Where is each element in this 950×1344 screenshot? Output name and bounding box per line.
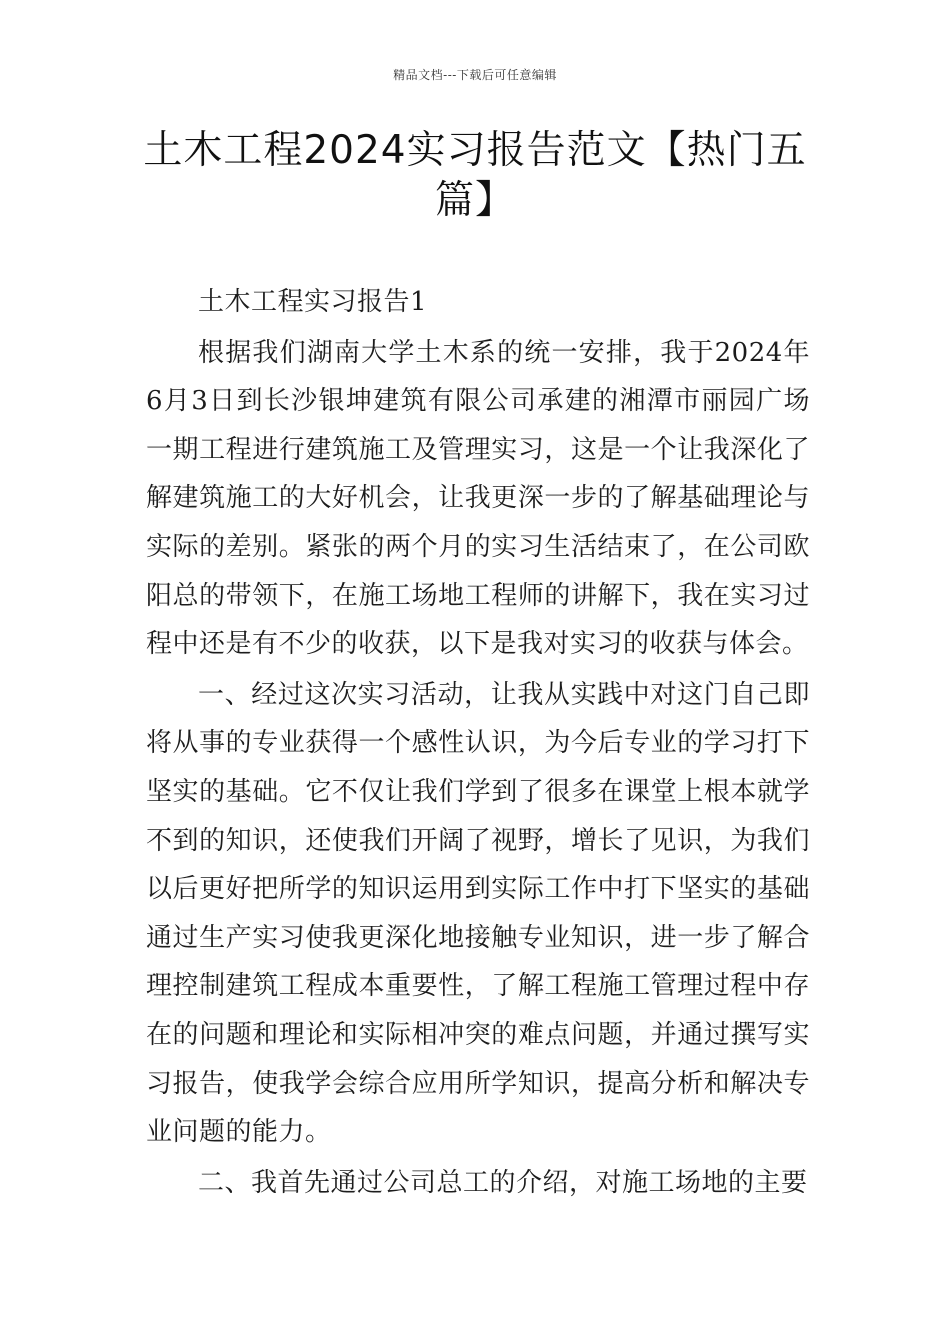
paragraph: 根据我们湖南大学土木系的统一安排，我于2024年6月3日到长沙银坤建筑有限公司承建的湘潭市丽园广场一期工程进行建筑施工及管理实习，这是一个让我深化了解建筑施工的大好机会，让我更深一步的了解基础理论与实际的差别。紧张的两个月的实习生活结束了，在公司欧阳总的带领下，在施工场地工程师的讲解下，我在实习过程中还是有不少的收获，以下是我对实习的收获与体会。 xyxy=(146,337,810,660)
paragraph: 二、我首先通过公司总工的介绍，对施工场地的主要 xyxy=(198,1167,808,1198)
header-note: 精品文档---下载后可任意编辑 xyxy=(393,68,557,82)
paragraph: 一、经过这次实习活动，让我从实践中对这门自己即将从事的专业获得一个感性认识，为今后专业的学习打下坚实的基础。它不仅让我们学到了很多在课堂上根本就学不到的知识，还使我们开阔了视野，增长了见识，为我们以后更好把所学的知识运用到实际工作中打下坚实的基础通过生产实习使我更深化地接触专业知识，进一步了解合理控制建筑工程成本重要性，了解工程施工管理过程中存在的问题和理论和实际相冲突的难点问题，并通过撰写实习报告，使我学会综合应用所学知识，提高分析和解决专业问题的能力。 xyxy=(146,679,810,1148)
document-body xyxy=(146,278,810,1207)
section-heading: 土木工程实习报告1 xyxy=(198,287,428,317)
document-title: 土木工程2024实习报告范文【热门五篇】 xyxy=(143,128,807,223)
